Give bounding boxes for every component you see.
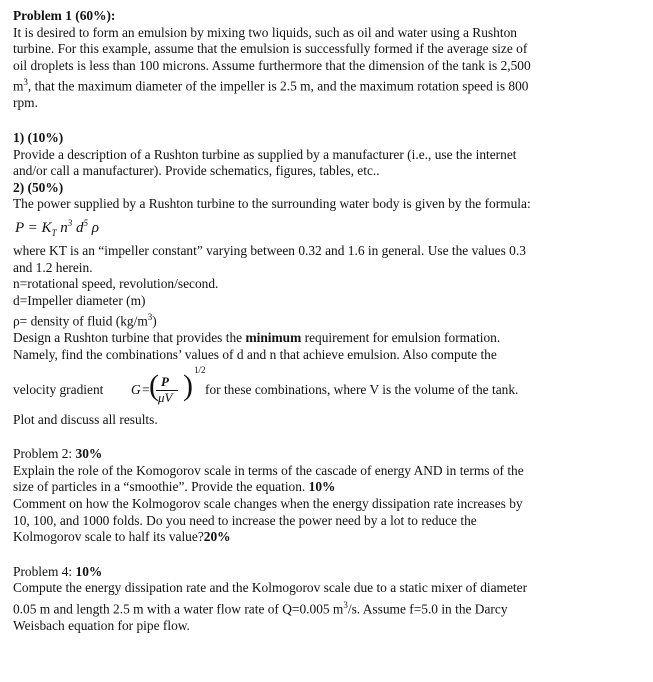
problem2-line: size of particles in a “smoothie”. Provide the equation. 10% bbox=[13, 479, 336, 495]
problem2-title: Problem 2: 30% bbox=[13, 446, 103, 462]
problem1-intro-line: oil droplets is less than 100 microns. Assume furthermore that the dimension of the tank is 2,500 bbox=[13, 57, 531, 73]
part1-line: and/or call a manufacturer). Provide schematics, figures, tables, etc.. bbox=[13, 163, 380, 179]
left-paren: ( bbox=[149, 368, 159, 402]
part1-line: Provide a description of a Rushton turbine as supplied by a manufacturer (i.e., use the internet bbox=[13, 146, 517, 162]
problem4-line: 0.05 m and length 2.5 m with a water flow rate of Q=0.005 $m^3/s$. Assume f=5.0 in the Darcy bbox=[13, 599, 508, 617]
problem2-line: Explain the role of the Komogorov scale in terms of the cascade of energy AND in terms of the bbox=[13, 462, 524, 478]
kt-line: and 1.2 herein. bbox=[13, 259, 93, 275]
problem4-line: Compute the energy dissipation rate and the Kolmogorov scale due to a static mixer of diameter bbox=[13, 580, 528, 596]
kt-line: where KT is an “impeller constant” varying between 0.32 and 1.6 in general. Use the values 0.3 bbox=[13, 243, 526, 258]
problem2-line: Kolmogorov scale to half its value?20% bbox=[13, 529, 231, 545]
fraction-exponent: 1/2 bbox=[194, 364, 206, 375]
problem1-intro-line: rpm. bbox=[13, 95, 38, 111]
definition-n: n=rotational speed, revolution/second. bbox=[13, 276, 219, 292]
definition-d: d=Impeller diameter (m) bbox=[13, 292, 146, 308]
velocity-gradient-label: velocity gradient bbox=[13, 381, 104, 397]
problem1-intro-line: $m^3$, that the maximum diameter of the impeller is 2.5 m, and the maximum rotation speed is 800 bbox=[13, 77, 529, 94]
document-body bbox=[13, 8, 641, 635]
namely-line: Namely, find the combinations’ values of d and n that achieve emulsion. Also compute the bbox=[13, 347, 497, 363]
problem1-intro-line: It is desired to form an emulsion by mixing two liquids, such as oil and water using a Rushton bbox=[13, 24, 517, 40]
definition-rho: ρ= density of fluid $(kg/m^3)$ bbox=[13, 312, 157, 329]
velocity-gradient-formula bbox=[131, 364, 206, 408]
problem2-line: 10, 100, and 1000 folds. Do you need to increase the power need by a lot to reduce the bbox=[13, 512, 477, 528]
problem1-intro-line: turbine. For this example, assume that the emulsion is successfully formed if the average size of bbox=[13, 41, 528, 57]
part1-title: 1) (10%) bbox=[13, 130, 64, 146]
plot-line: Plot and discuss all results. bbox=[13, 411, 158, 427]
problem1-title: Problem 1 (60%): bbox=[13, 8, 116, 23]
formula-g: G bbox=[131, 381, 141, 397]
fraction-denominator: μV bbox=[158, 389, 173, 405]
problem4-title: Problem 4: 10% bbox=[13, 563, 103, 579]
power-formula: $P = K_T$ $n^3$ $d^5$ ρ bbox=[15, 218, 99, 238]
problem2-line: Comment on how the Kolmogorov scale changes when the energy dissipation rate increases by bbox=[13, 496, 523, 511]
velocity-gradient-tail: for these combinations, where V is the volume of the tank. bbox=[205, 381, 519, 397]
part2-line: The power supplied by a Rushton turbine to the surrounding water body is given by the formula: bbox=[13, 196, 531, 212]
formula-equals: = bbox=[142, 381, 150, 397]
problem4-line: Weisbach equation for pipe flow. bbox=[13, 618, 190, 634]
right-paren: ) bbox=[183, 368, 193, 402]
part2-title: 2) (50%) bbox=[13, 179, 64, 195]
fraction-numerator: P bbox=[161, 373, 169, 389]
design-line: Design a Rushton turbine that provides the minimum requirement for emulsion formation. bbox=[13, 330, 501, 346]
velocity-gradient-line bbox=[13, 366, 641, 410]
